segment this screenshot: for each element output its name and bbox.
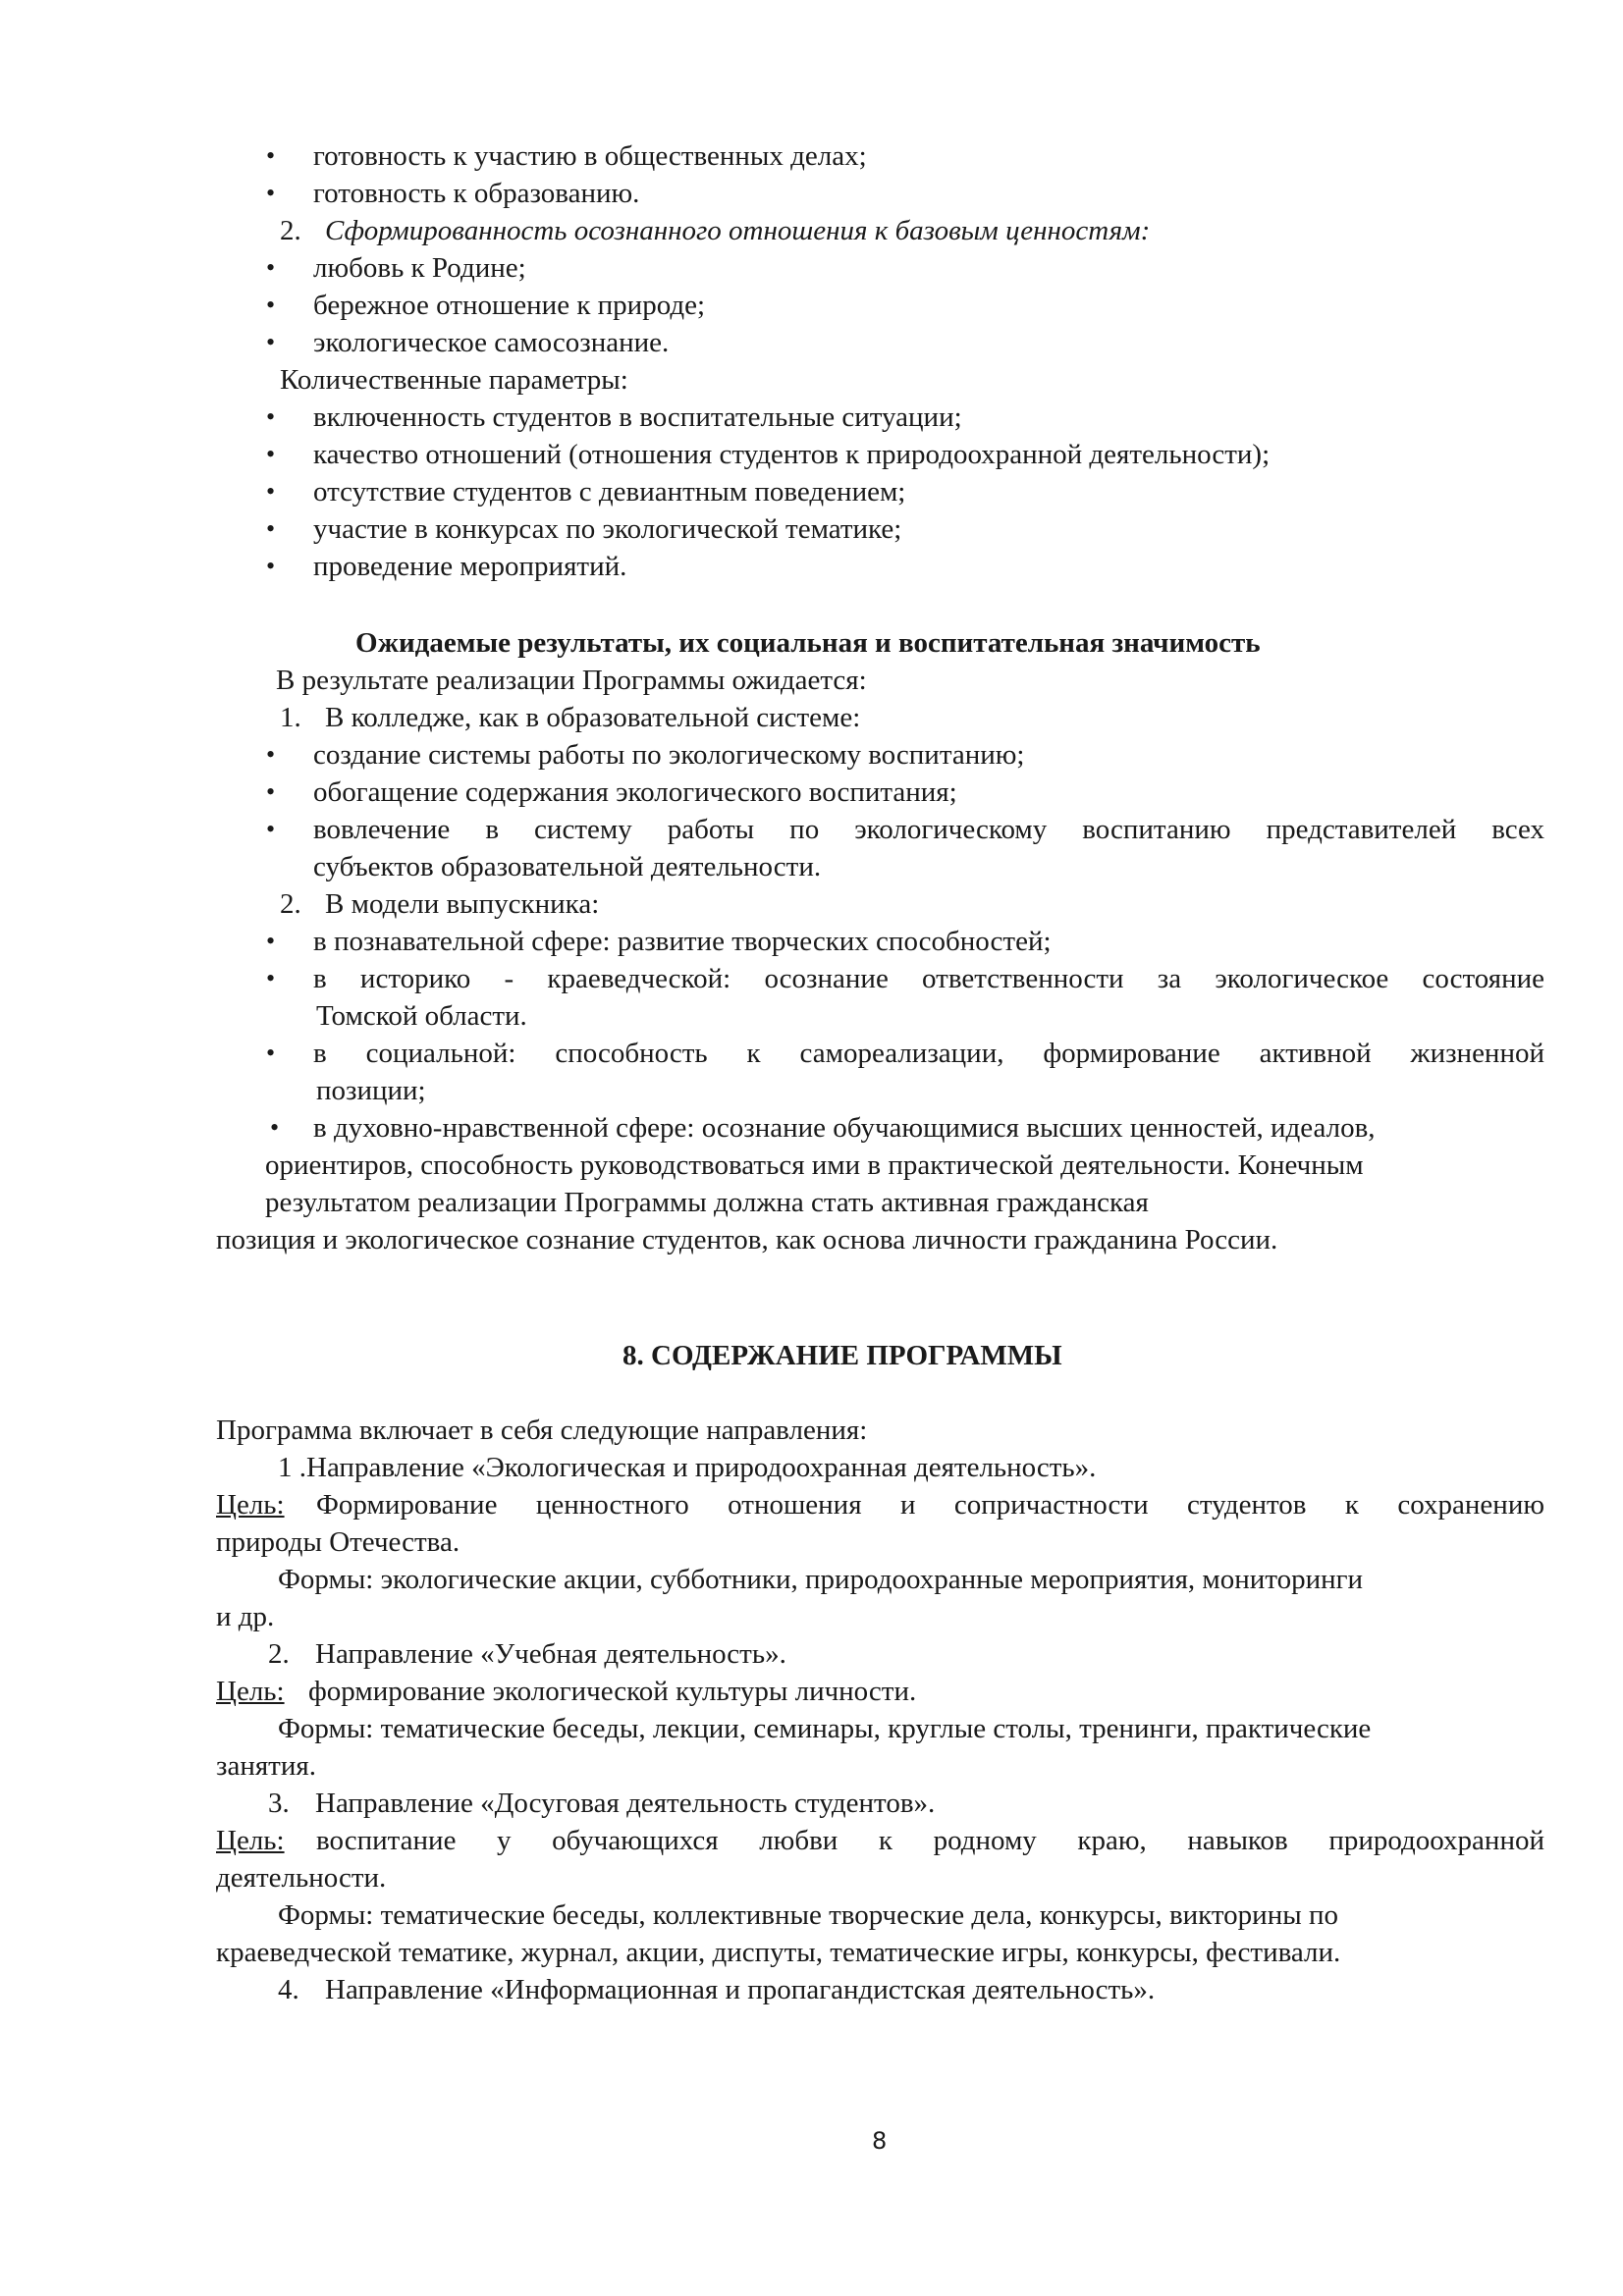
list-item: в социальной: способность к самореализации, формирование активной жизненной — [313, 1038, 1544, 1069]
paragraph-line: краеведческой тематике, журнал, акции, диспуты, тематические игры, конкурсы, фестивали. — [216, 1937, 1341, 1968]
list-item: в историко - краеведческой: осознание ответственности за экологическое состояние — [313, 963, 1544, 994]
bullet: • — [266, 815, 276, 843]
list-item: в духовно-нравственной сфере: осознание обучающимися высших ценностей, идеалов, — [313, 1112, 1376, 1144]
list-item: Направление «Информационная и пропагандистская деятельность». — [325, 1974, 1156, 2005]
paragraph-line: Формы: тематические беседы, лекции, семинары, круглые столы, тренинги, практические — [278, 1713, 1372, 1744]
paragraph-line: В результате реализации Программы ожидается: — [276, 665, 867, 696]
list-item: в познавательной сфере: развитие творческих способностей; — [313, 926, 1052, 957]
list-item: В модели выпускника: — [325, 888, 600, 920]
list-item: вовлечение в систему работы по экологическому воспитанию представителей всех — [313, 814, 1544, 845]
list-item-continuation: результатом реализации Программы должна стать активная гражданская — [265, 1187, 1149, 1218]
list-item: включенность студентов в воспитательные ситуации; — [313, 401, 962, 433]
list-item-continuation: субъектов образовательной деятельности. — [313, 851, 822, 882]
list-item-continuation: Томской области. — [316, 1000, 527, 1032]
list-item-italic: Сформированность осознанного отношения к базовым ценностям: — [325, 215, 1151, 246]
list-item: В колледже, как в образовательной системе: — [325, 702, 861, 733]
paragraph-line: природы Отечества. — [216, 1526, 460, 1558]
bullet: • — [270, 1113, 280, 1142]
bullet: • — [266, 253, 276, 282]
list-item: Направление «Учебная деятельность». — [315, 1638, 786, 1670]
list-item: готовность к образованию. — [313, 178, 640, 209]
list-item: любовь к Родине; — [313, 252, 526, 284]
paragraph-line: Формирование ценностного отношения и сопричастности студентов к сохранению — [316, 1489, 1544, 1521]
list-item: обогащение содержания экологического воспитания; — [313, 776, 957, 808]
goal-label: Цель: — [216, 1676, 285, 1707]
bullet: • — [266, 141, 276, 170]
bullet: • — [266, 777, 276, 806]
bullet: • — [266, 964, 276, 992]
list-number: 1. — [280, 702, 301, 733]
list-item: создание системы работы по экологическому воспитанию; — [313, 739, 1025, 771]
list-item: проведение мероприятий. — [313, 551, 627, 582]
list-number: 4. — [278, 1974, 299, 2005]
paragraph-line: Формы: тематические беседы, коллективные творческие дела, конкурсы, викторины по — [278, 1899, 1338, 1931]
paragraph-line: и др. — [216, 1601, 275, 1632]
list-number: 2. — [268, 1638, 290, 1670]
list-item: Направление «Досуговая деятельность студентов». — [315, 1788, 936, 1819]
list-number: 2. — [280, 215, 301, 246]
list-item: экологическое самосознание. — [313, 327, 670, 358]
bullet: • — [266, 552, 276, 580]
paragraph-line: Количественные параметры: — [280, 364, 628, 396]
list-number: 3. — [268, 1788, 290, 1819]
paragraph-line: 1 .Направление «Экологическая и природоохранная деятельность». — [278, 1452, 1097, 1483]
list-number: 2. — [280, 888, 301, 920]
paragraph-line: воспитание у обучающихся любви к родному краю, навыков природоохранной — [316, 1825, 1544, 1856]
bullet: • — [266, 402, 276, 431]
list-item: участие в конкурсах по экологической тематике; — [313, 513, 902, 545]
goal-label: Цель: — [216, 1825, 285, 1856]
bullet: • — [266, 291, 276, 319]
bullet: • — [266, 328, 276, 356]
goal-label: Цель: — [216, 1489, 285, 1521]
bullet: • — [266, 477, 276, 506]
bullet: • — [266, 440, 276, 468]
bullet: • — [266, 740, 276, 769]
list-item-continuation: ориентиров, способность руководствоваться ими в практической деятельности. Конечным — [265, 1149, 1364, 1181]
paragraph-line: Формы: экологические акции, субботники, природоохранные мероприятия, мониторинги — [278, 1564, 1364, 1595]
page-number: 8 — [872, 2127, 888, 2155]
bullet: • — [266, 179, 276, 207]
paragraph-line: деятельности. — [216, 1862, 387, 1894]
list-item: бережное отношение к природе; — [313, 290, 706, 321]
section-heading: 8. СОДЕРЖАНИЕ ПРОГРАММЫ — [622, 1340, 1062, 1371]
bullet: • — [266, 514, 276, 543]
paragraph-line: формирование экологической культуры личности. — [308, 1676, 917, 1707]
list-item: отсутствие студентов с девиантным поведением; — [313, 476, 906, 507]
bullet: • — [266, 927, 276, 955]
list-item: качество отношений (отношения студентов к природоохранной деятельности); — [313, 439, 1271, 470]
paragraph-line: Программа включает в себя следующие направления: — [216, 1415, 868, 1446]
paragraph-line: занятия. — [216, 1750, 316, 1782]
list-item-continuation: позиции; — [316, 1075, 426, 1106]
section-heading: Ожидаемые результаты, их социальная и воспитательная значимость — [355, 627, 1261, 659]
list-item: готовность к участию в общественных делах; — [313, 140, 867, 172]
paragraph-line: позиция и экологическое сознание студентов, как основа личности гражданина России. — [216, 1224, 1278, 1255]
bullet: • — [266, 1039, 276, 1067]
